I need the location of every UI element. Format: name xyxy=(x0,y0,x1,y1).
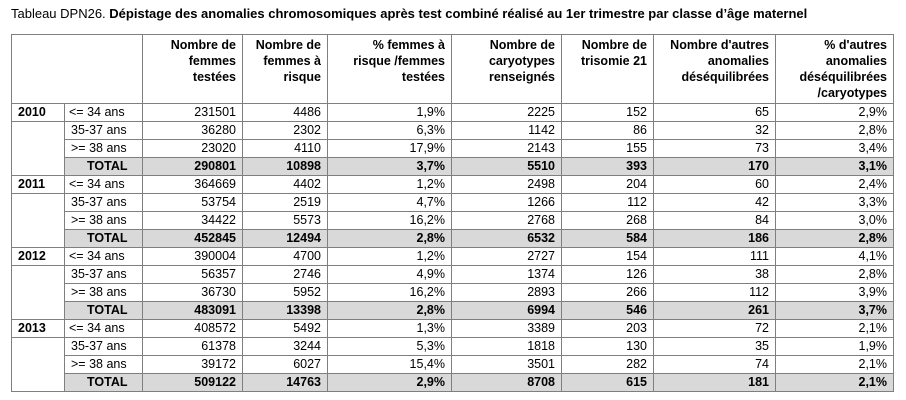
value-cell: 16,2% xyxy=(328,284,452,302)
value-cell: 3,7% xyxy=(776,302,894,320)
table-row xyxy=(12,338,894,356)
year-cell-empty xyxy=(12,374,65,392)
value-cell: 2225 xyxy=(452,104,562,122)
value-cell: 231501 xyxy=(143,104,243,122)
value-cell: 2893 xyxy=(452,284,562,302)
value-cell: 53754 xyxy=(143,194,243,212)
value-cell: 3,0% xyxy=(776,212,894,230)
year-cell-empty xyxy=(12,158,65,176)
age-class-label: <= 34 ans xyxy=(65,176,143,194)
column-header: Nombre de caryotypes renseignés xyxy=(452,35,562,104)
value-cell: 111 xyxy=(654,248,776,266)
value-cell: 152 xyxy=(562,104,654,122)
column-header: Nombre de femmes testées xyxy=(143,35,243,104)
value-cell: 126 xyxy=(562,266,654,284)
total-row xyxy=(12,374,894,392)
data-table xyxy=(11,34,894,392)
value-cell: 4700 xyxy=(243,248,328,266)
value-cell: 155 xyxy=(562,140,654,158)
value-cell: 2,8% xyxy=(328,302,452,320)
value-cell: 5573 xyxy=(243,212,328,230)
value-cell: 1,2% xyxy=(328,176,452,194)
value-cell: 2,8% xyxy=(776,230,894,248)
year-label: 2012 xyxy=(12,248,65,266)
value-cell: 5492 xyxy=(243,320,328,338)
value-cell: 5952 xyxy=(243,284,328,302)
table-row xyxy=(12,194,894,212)
value-cell: 3,1% xyxy=(776,158,894,176)
value-cell: 35 xyxy=(654,338,776,356)
value-cell: 408572 xyxy=(143,320,243,338)
value-cell: 1374 xyxy=(452,266,562,284)
value-cell: 186 xyxy=(654,230,776,248)
value-cell: 14763 xyxy=(243,374,328,392)
value-cell: 112 xyxy=(654,284,776,302)
value-cell: 32 xyxy=(654,122,776,140)
value-cell: 1818 xyxy=(452,338,562,356)
table-row xyxy=(12,104,894,122)
value-cell: 112 xyxy=(562,194,654,212)
value-cell: 170 xyxy=(654,158,776,176)
value-cell: 13398 xyxy=(243,302,328,320)
age-class-label: 35-37 ans xyxy=(65,266,143,284)
value-cell: 10898 xyxy=(243,158,328,176)
value-cell: 42 xyxy=(654,194,776,212)
value-cell: 2143 xyxy=(452,140,562,158)
value-cell: 204 xyxy=(562,176,654,194)
table-row xyxy=(12,248,894,266)
value-cell: 4,9% xyxy=(328,266,452,284)
value-cell: 74 xyxy=(654,356,776,374)
value-cell: 2302 xyxy=(243,122,328,140)
age-class-label: >= 38 ans xyxy=(65,140,143,158)
year-label: 2011 xyxy=(12,176,65,194)
value-cell: 261 xyxy=(654,302,776,320)
value-cell: 23020 xyxy=(143,140,243,158)
header-row xyxy=(12,35,894,104)
value-cell: 72 xyxy=(654,320,776,338)
value-cell: 1,2% xyxy=(328,248,452,266)
year-cell-empty xyxy=(12,356,65,374)
value-cell: 2,9% xyxy=(328,374,452,392)
age-class-label: <= 34 ans xyxy=(65,248,143,266)
value-cell: 2,9% xyxy=(776,104,894,122)
value-cell: 1,9% xyxy=(776,338,894,356)
value-cell: 615 xyxy=(562,374,654,392)
value-cell: 3389 xyxy=(452,320,562,338)
value-cell: 2,1% xyxy=(776,356,894,374)
table-description: Dépistage des anomalies chromosomiques après test combiné réalisé au 1er trimestre par classe d’âge maternel xyxy=(109,6,808,21)
value-cell: 5510 xyxy=(452,158,562,176)
year-cell-empty xyxy=(12,212,65,230)
value-cell: 2,1% xyxy=(776,374,894,392)
value-cell: 3,4% xyxy=(776,140,894,158)
year-cell-empty xyxy=(12,140,65,158)
age-class-label: >= 38 ans xyxy=(65,356,143,374)
table-title xyxy=(11,6,807,21)
column-header: % d'autres anomalies déséquilibrées /caryotypes xyxy=(776,35,894,104)
value-cell: 181 xyxy=(654,374,776,392)
value-cell: 2519 xyxy=(243,194,328,212)
value-cell: 56357 xyxy=(143,266,243,284)
value-cell: 86 xyxy=(562,122,654,140)
value-cell: 3,7% xyxy=(328,158,452,176)
year-cell-empty xyxy=(12,284,65,302)
column-header: Nombre de trisomie 21 xyxy=(562,35,654,104)
value-cell: 546 xyxy=(562,302,654,320)
age-class-label: <= 34 ans xyxy=(65,320,143,338)
value-cell: 4,1% xyxy=(776,248,894,266)
value-cell: 1,9% xyxy=(328,104,452,122)
value-cell: 266 xyxy=(562,284,654,302)
value-cell: 16,2% xyxy=(328,212,452,230)
value-cell: 2,8% xyxy=(776,122,894,140)
value-cell: 12494 xyxy=(243,230,328,248)
year-cell-empty xyxy=(12,302,65,320)
year-cell-empty xyxy=(12,230,65,248)
value-cell: 2727 xyxy=(452,248,562,266)
value-cell: 84 xyxy=(654,212,776,230)
value-cell: 584 xyxy=(562,230,654,248)
value-cell: 130 xyxy=(562,338,654,356)
value-cell: 268 xyxy=(562,212,654,230)
total-label: TOTAL xyxy=(65,230,143,248)
year-label: 2013 xyxy=(12,320,65,338)
value-cell: 203 xyxy=(562,320,654,338)
table-row xyxy=(12,212,894,230)
value-cell: 39172 xyxy=(143,356,243,374)
table-row xyxy=(12,266,894,284)
age-class-label: 35-37 ans xyxy=(65,338,143,356)
column-header: % femmes à risque /femmes testées xyxy=(328,35,452,104)
value-cell: 8708 xyxy=(452,374,562,392)
value-cell: 2,4% xyxy=(776,176,894,194)
value-cell: 6027 xyxy=(243,356,328,374)
total-label: TOTAL xyxy=(65,374,143,392)
table-code: Tableau DPN26. xyxy=(11,6,106,21)
table-row xyxy=(12,320,894,338)
value-cell: 364669 xyxy=(143,176,243,194)
value-cell: 393 xyxy=(562,158,654,176)
value-cell: 2768 xyxy=(452,212,562,230)
value-cell: 3,9% xyxy=(776,284,894,302)
value-cell: 36280 xyxy=(143,122,243,140)
value-cell: 4,7% xyxy=(328,194,452,212)
value-cell: 6532 xyxy=(452,230,562,248)
value-cell: 1266 xyxy=(452,194,562,212)
value-cell: 2,8% xyxy=(776,266,894,284)
year-label: 2010 xyxy=(12,104,65,122)
total-row xyxy=(12,230,894,248)
value-cell: 4110 xyxy=(243,140,328,158)
value-cell: 3244 xyxy=(243,338,328,356)
value-cell: 17,9% xyxy=(328,140,452,158)
value-cell: 483091 xyxy=(143,302,243,320)
column-header: Nombre d'autres anomalies déséquilibrées xyxy=(654,35,776,104)
table-row xyxy=(12,176,894,194)
table-row xyxy=(12,356,894,374)
value-cell: 60 xyxy=(654,176,776,194)
total-label: TOTAL xyxy=(65,302,143,320)
age-class-label: >= 38 ans xyxy=(65,284,143,302)
table-row xyxy=(12,284,894,302)
year-cell-empty xyxy=(12,122,65,140)
age-class-label: <= 34 ans xyxy=(65,104,143,122)
total-row xyxy=(12,158,894,176)
value-cell: 34422 xyxy=(143,212,243,230)
value-cell: 6994 xyxy=(452,302,562,320)
column-header: Nombre de femmes à risque xyxy=(243,35,328,104)
value-cell: 6,3% xyxy=(328,122,452,140)
value-cell: 2746 xyxy=(243,266,328,284)
value-cell: 36730 xyxy=(143,284,243,302)
total-label: TOTAL xyxy=(65,158,143,176)
value-cell: 3,3% xyxy=(776,194,894,212)
year-cell-empty xyxy=(12,194,65,212)
table-row xyxy=(12,122,894,140)
age-class-label: >= 38 ans xyxy=(65,212,143,230)
value-cell: 154 xyxy=(562,248,654,266)
value-cell: 65 xyxy=(654,104,776,122)
total-row xyxy=(12,302,894,320)
value-cell: 282 xyxy=(562,356,654,374)
value-cell: 4402 xyxy=(243,176,328,194)
value-cell: 3501 xyxy=(452,356,562,374)
value-cell: 15,4% xyxy=(328,356,452,374)
value-cell: 73 xyxy=(654,140,776,158)
table-row xyxy=(12,140,894,158)
value-cell: 4486 xyxy=(243,104,328,122)
value-cell: 390004 xyxy=(143,248,243,266)
value-cell: 452845 xyxy=(143,230,243,248)
age-class-label: 35-37 ans xyxy=(65,122,143,140)
age-class-label: 35-37 ans xyxy=(65,194,143,212)
value-cell: 5,3% xyxy=(328,338,452,356)
value-cell: 2,8% xyxy=(328,230,452,248)
table-body xyxy=(12,104,894,392)
year-cell-empty xyxy=(12,266,65,284)
value-cell: 1142 xyxy=(452,122,562,140)
value-cell: 1,3% xyxy=(328,320,452,338)
year-cell-empty xyxy=(12,338,65,356)
header-blank xyxy=(12,35,143,104)
value-cell: 38 xyxy=(654,266,776,284)
value-cell: 2498 xyxy=(452,176,562,194)
value-cell: 509122 xyxy=(143,374,243,392)
value-cell: 61378 xyxy=(143,338,243,356)
value-cell: 2,1% xyxy=(776,320,894,338)
value-cell: 290801 xyxy=(143,158,243,176)
